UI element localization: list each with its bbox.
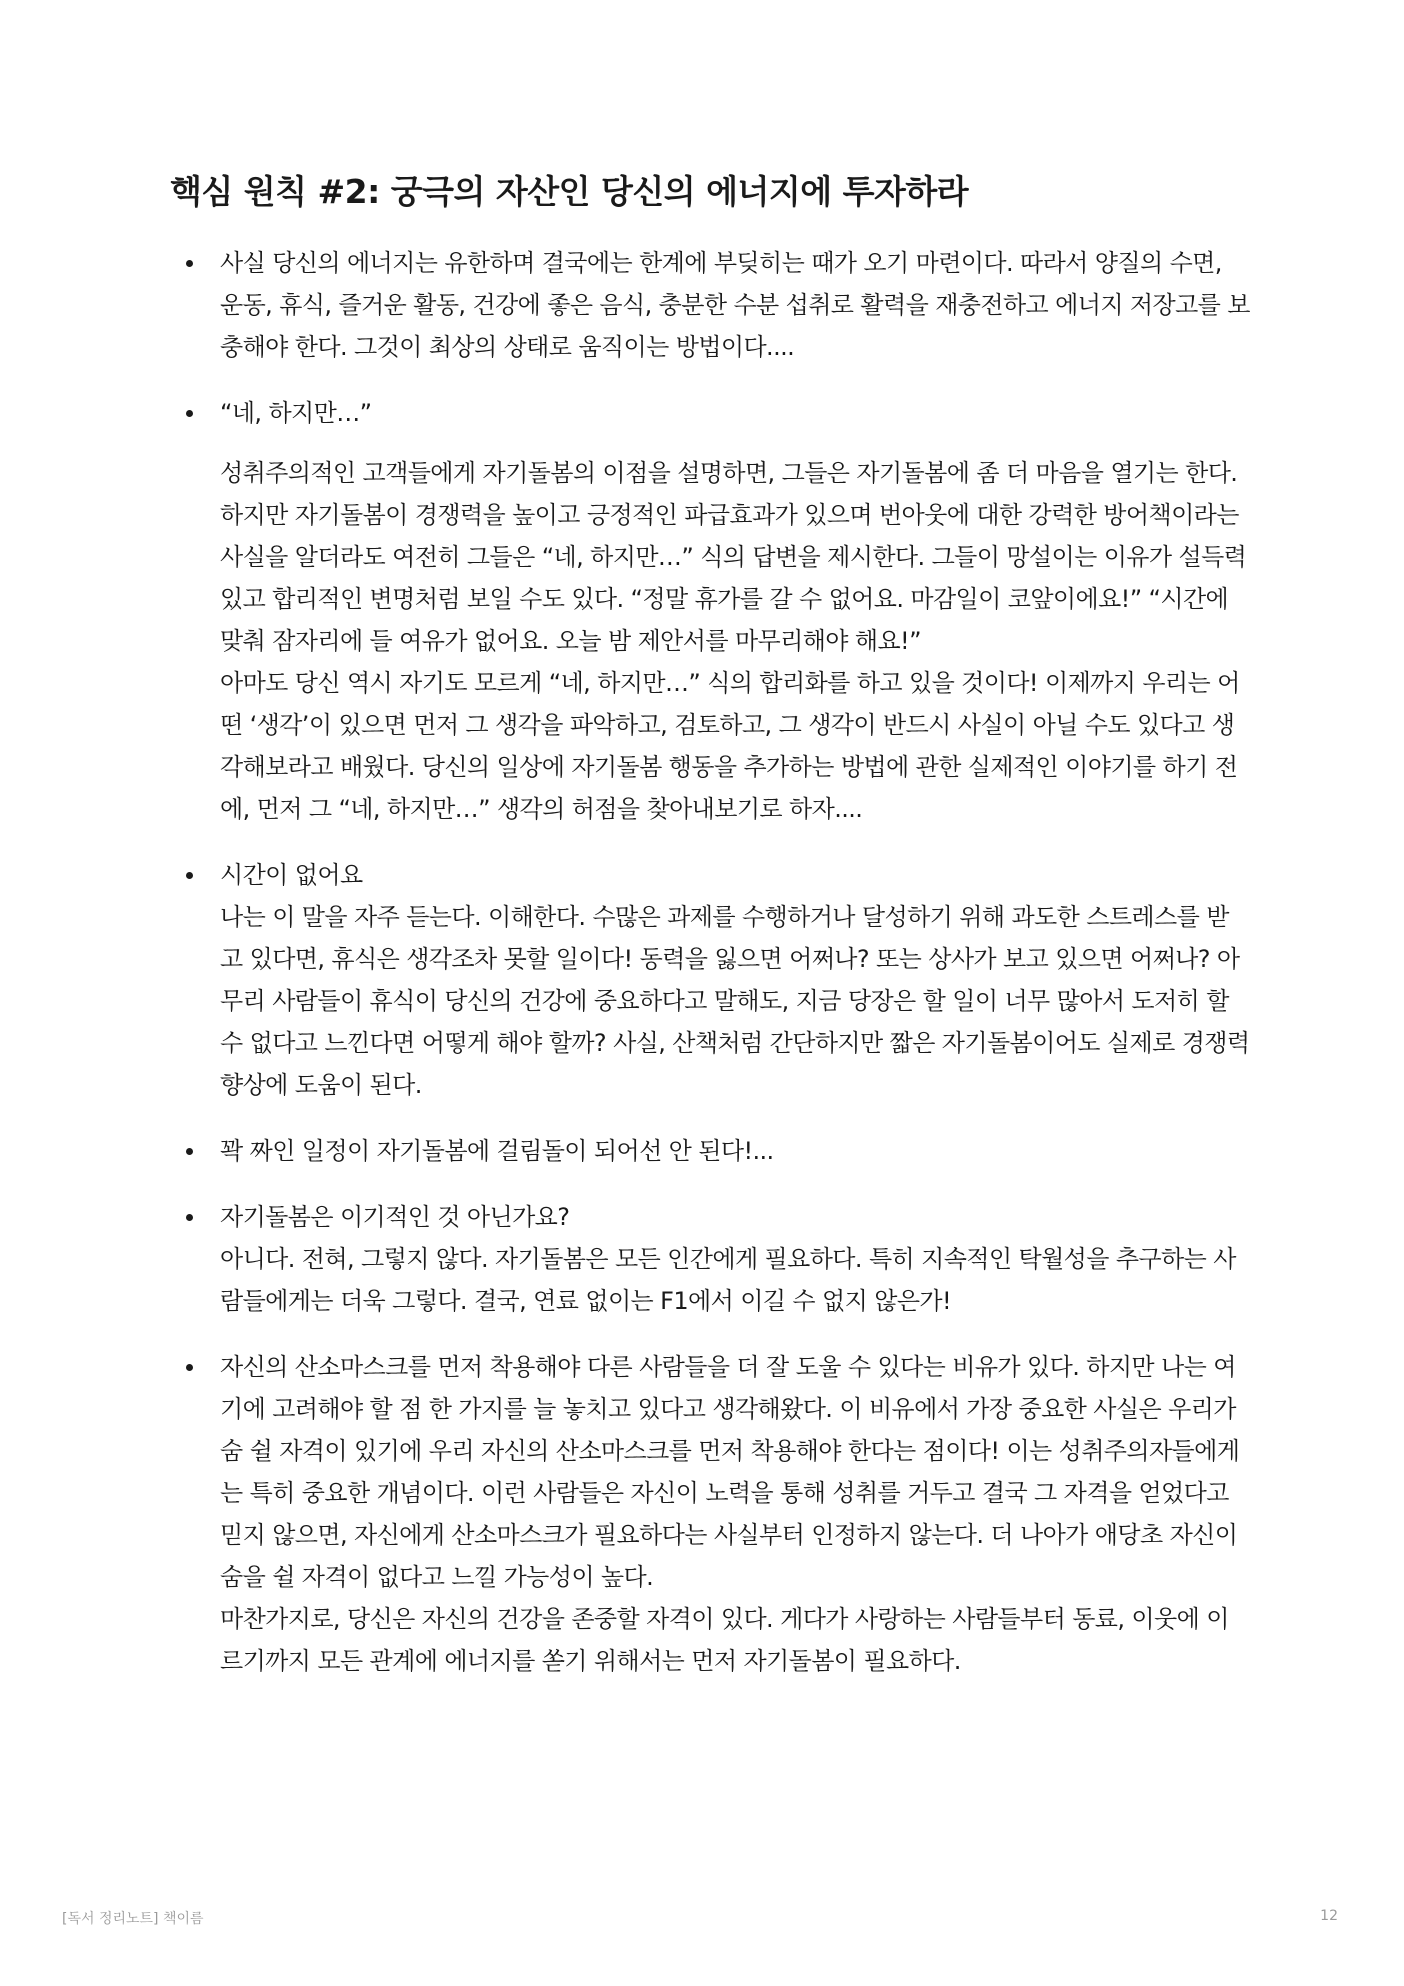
list-item xyxy=(170,1196,1250,1322)
bullet-list xyxy=(170,242,1250,1682)
paragraph: 마찬가지로, 당신은 자신의 건강을 존중할 자격이 있다. 게다가 사랑하는 사람들부터 동료, 이웃에 이르기까지 모든 관계에 에너지를 쏟기 위해서는 먼저 자기돌봄이 필요하다. xyxy=(220,1605,1229,1675)
paragraph: 아마도 당신 역시 자기도 모르게 “네, 하지만…” 식의 합리화를 하고 있을 것이다! 이제까지 우리는 어떤 ‘생각’이 있으면 먼저 그 생각을 파악하고, 검토하고, 그 생각이 반드시 사실이 아닐 수도 있다고 생각해보라고 배웠다. 당신의 일상에 자기돌봄 행동을 추가하는 방법에 관한 실제적인 이야기를 하기 전에, 먼저 그 “네, 하지만…” 생각의 허점을 찾아내보기로 하자.... xyxy=(220,669,1240,823)
list-item xyxy=(170,1346,1250,1682)
page-title: 핵심 원칙 #2: 궁극의 자산인 당신의 에너지에 투자하라 xyxy=(170,172,969,211)
paragraph: 사실 당신의 에너지는 유한하며 결국에는 한계에 부딪히는 때가 오기 마련이다. 따라서 양질의 수면, 운동, 휴식, 즐거운 활동, 건강에 좋은 음식, 충분한 수분 섭취로 활력을 재충전하고 에너지 저장고를 보충해야 한다. 그것이 최상의 상태로 움직이는 방법이다.... xyxy=(220,249,1250,361)
footer-book-title: [독서 정리노트] 책이름 xyxy=(62,1911,204,1927)
paragraph: 나는 이 말을 자주 듣는다. 이해한다. 수많은 과제를 수행하거나 달성하기 위해 과도한 스트레스를 받고 있다면, 휴식은 생각조차 못할 일이다! 동력을 잃으면 어쩌나? 또는 상사가 보고 있으면 어쩌나? 아무리 사람들이 휴식이 당신의 건강에 중요하다고 말해도, 지금 당장은 할 일이 너무 많아서 도저히 할 수 없다고 느낀다면 어떻게 해야 할까? 사실, 산책처럼 간단하지만 짧은 자기돌봄이어도 실제로 경쟁력 향상에 도움이 된다. xyxy=(220,903,1250,1099)
paragraph: 아니다. 전혀, 그렇지 않다. 자기돌봄은 모든 인간에게 필요하다. 특히 지속적인 탁월성을 추구하는 사람들에게는 더욱 그렇다. 결국, 연료 없이는 F1에서 이길 수 없지 않은가! xyxy=(220,1245,1236,1315)
list-item xyxy=(170,242,1250,368)
list-item xyxy=(170,854,1250,1106)
paragraph: 자신의 산소마스크를 먼저 착용해야 다른 사람들을 더 잘 도울 수 있다는 비유가 있다. 하지만 나는 여기에 고려해야 할 점 한 가지를 늘 놓치고 있다고 생각해왔다. 이 비유에서 가장 중요한 사실은 우리가 숨 쉴 자격이 있기에 우리 자신의 산소마스크를 먼저 착용해야 한다는 점이다! 이는 성취주의자들에게는 특히 중요한 개념이다. 이런 사람들은 자신이 노력을 통해 성취를 거두고 결국 그 자격을 얻었다고 믿지 않으면, 자신에게 산소마스크가 필요하다는 사실부터 인정하지 않는다. 더 나아가 애당초 자신이 숨을 쉴 자격이 없다고 느낄 가능성이 높다. xyxy=(220,1353,1240,1591)
paragraph: 꽉 짜인 일정이 자기돌봄에 걸림돌이 되어선 안 된다!... xyxy=(220,1137,774,1165)
page-content xyxy=(170,168,1250,1706)
item-heading: “네, 하지만…” xyxy=(220,399,372,427)
list-item xyxy=(170,1130,1250,1172)
paragraph: 성취주의적인 고객들에게 자기돌봄의 이점을 설명하면, 그들은 자기돌봄에 좀 더 마음을 열기는 한다. 하지만 자기돌봄이 경쟁력을 높이고 긍정적인 파급효과가 있으며 번아웃에 대한 강력한 방어책이라는 사실을 알더라도 여전히 그들은 “네, 하지만…” 식의 답변을 제시한다. 그들이 망설이는 이유가 설득력 있고 합리적인 변명처럼 보일 수도 있다. “정말 휴가를 갈 수 없어요. 마감일이 코앞이에요!” “시간에 맞춰 잠자리에 들 여유가 없어요. 오늘 밤 제안서를 마무리해야 해요!” xyxy=(220,459,1247,655)
item-heading: 시간이 없어요 xyxy=(220,861,363,889)
item-heading: 자기돌봄은 이기적인 것 아닌가요? xyxy=(220,1203,570,1231)
list-item xyxy=(170,392,1250,830)
page-number: 12 xyxy=(1320,1908,1338,1924)
